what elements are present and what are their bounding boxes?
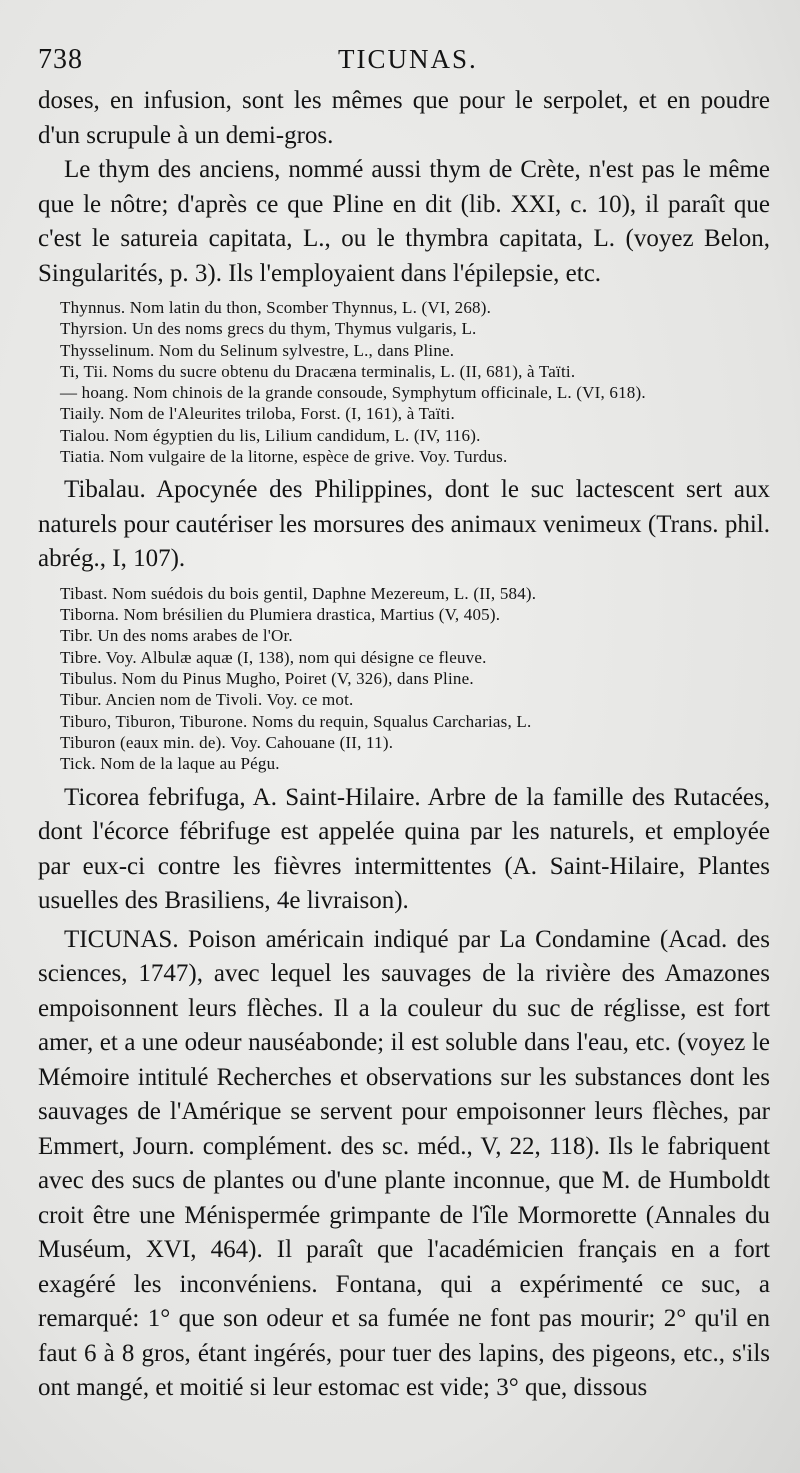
small-entry: Tialou. Nom égyptien du lis, Lilium candidum, L. (IV, 116). <box>60 425 481 445</box>
small-entries-group-1 <box>60 297 770 467</box>
intro-paragraph: doses, en infusion, sont les mêmes que pour le serpolet, et en poudre d'un scrupule à un demi-gros. <box>38 87 770 149</box>
page-number: 738 <box>38 44 83 75</box>
thym-paragraph: Le thym des anciens, nommé aussi thym de Crète, n'est pas le même que le nôtre; d'après ce que Pline en dit (lib. XXI, c. 10), il paraît que c'est le satureia capitata, L., ou le thymbra capitata, L. (voyez Belon, Singularités, p. 3). Ils l'employaient dans l'épilepsie, etc. <box>38 156 770 287</box>
small-entry: Tibur. Ancien nom de Tivoli. Voy. ce mot. <box>60 690 354 710</box>
small-entry: Ti, Tii. Noms du sucre obtenu du Dracæna terminalis, L. (II, 681), à Taïti. <box>60 361 576 381</box>
small-entry: Thysselinum. Nom du Selinum sylvestre, L., dans Pline. <box>60 340 455 360</box>
small-entry: Tiburo, Tiburon, Tiburone. Noms du requin, Squalus Carcharias, L. <box>60 711 532 731</box>
page-header <box>38 44 770 84</box>
small-entry: Tick. Nom de la laque au Pégu. <box>60 754 280 774</box>
tibalau-entry: Tibalau. Apocynée des Philippines, dont le suc lactescent sert aux naturels pour cautériser les morsures des animaux venimeux (Trans. phil. abrég., I, 107). <box>38 476 770 573</box>
small-entry: Tibast. Nom suédois du bois gentil, Daphne Mezereum, L. (II, 584). <box>60 583 537 603</box>
ticorea-entry: Ticorea febrifuga, A. Saint-Hilaire. Arbre de la famille des Rutacées, dont l'écorce fébrifuge est appelée quina par les naturels, et employée par eux-ci contre les fièvres intermittentes (A. Saint-Hilaire, Plantes usuelles des Brasiliens, 4e livraison). <box>38 783 770 915</box>
small-entry: Thynnus. Nom latin du thon, Scomber Thynnus, L. (VI, 268). <box>60 298 492 317</box>
small-entry: Tibulus. Nom du Pinus Mugho, Poiret (V, 326), dans Pline. <box>60 669 474 689</box>
small-entry: Tibre. Voy. Albulæ aquæ (I, 138), nom qui désigne ce fleuve. <box>60 647 487 667</box>
small-entry: — hoang. Nom chinois de la grande consoude, Symphytum officinale, L. (VI, 618). <box>60 383 646 403</box>
small-entry: Tibr. Un des noms arabes de l'Or. <box>60 626 293 646</box>
small-entry: Tiborna. Nom brésilien du Plumiera drastica, Martius (V, 405). <box>60 605 501 625</box>
small-entry: Tiatia. Nom vulgaire de la litorne, espèce de grive. Voy. Turdus. <box>60 447 508 467</box>
small-entry: Tiburon (eaux min. de). Voy. Cahouane (II, 11). <box>60 732 394 752</box>
small-entries-group-2 <box>60 583 770 775</box>
small-entry: Thyrsion. Un des noms grecs du thym, Thymus vulgaris, L. <box>60 319 477 339</box>
ticunas-entry: TICUNAS. Poison américain indiqué par La Condamine (Acad. des sciences, 1747), avec lequel les sauvages de la rivière des Amazones empoisonnent leurs flèches. Il a la couleur du suc de réglisse, est fort amer, et a une odeur nauséabonde; il est soluble dans l'eau, etc. (voyez le Mémoire intitulé Recherches et observations sur les substances dont les sauvages de l'Amérique se servent pour empoisonner leurs flèches, par Emmert, Journ. complément. des sc. méd., V, 22, 118). Ils le fabriquent avec des sucs de plantes ou d'une plante inconnue, que M. de Humboldt croit être une Ménispermée grimpante de l'île Mormorette (Annales du Muséum, XVI, 464). Il paraît que l'académicien français en a fort exagéré les inconvéniens. Fontana, qui a expérimenté ce suc, a remarqué: 1° que son odeur et sa fumée ne font pas mourir; 2° qu'il en faut 6 à 8 gros, étant ingérés, pour tuer des lapins, des pigeons, etc., s'ils ont mangé, et moitié si leur estomac est vide; 3° que, dissous <box>38 925 770 1402</box>
small-entry: Tiaily. Nom de l'Aleurites triloba, Forst. (I, 161), à Taïti. <box>60 404 455 424</box>
running-title: TICUNAS. <box>338 44 478 74</box>
